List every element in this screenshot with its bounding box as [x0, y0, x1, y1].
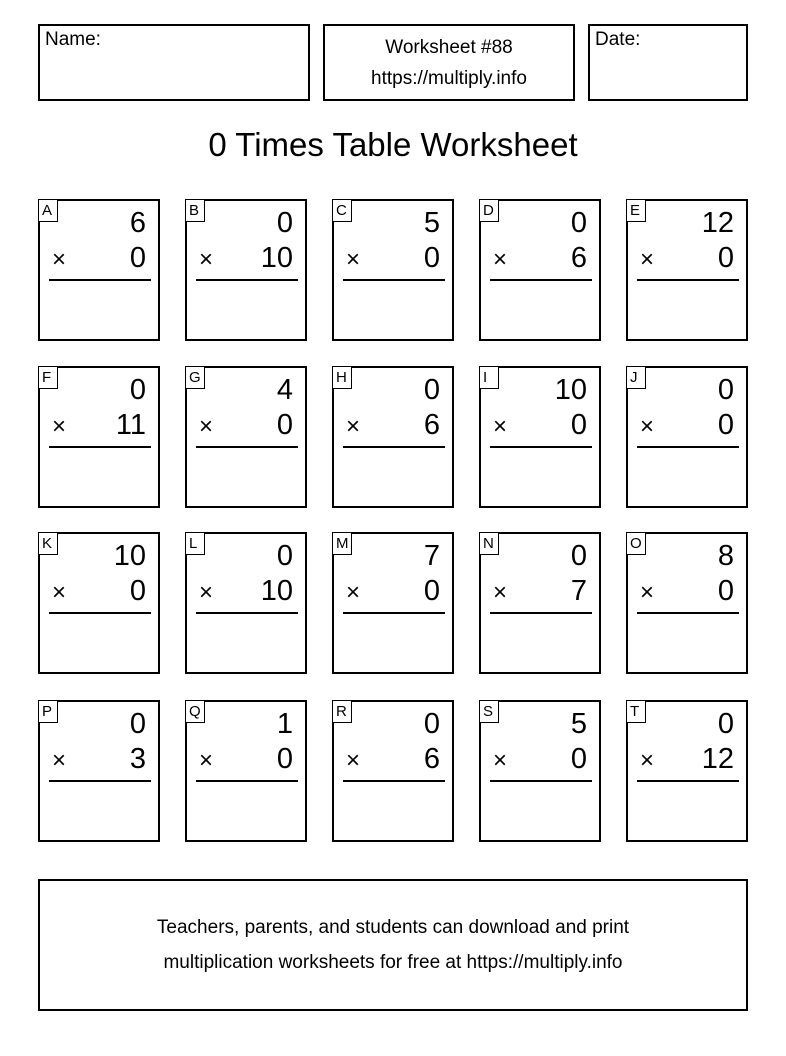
multiplicand: 0 — [423, 374, 440, 406]
problem-card[interactable] — [332, 532, 454, 674]
problem-card[interactable] — [185, 700, 307, 842]
multiplicand: 10 — [554, 374, 587, 406]
times-sign: × — [346, 747, 361, 774]
problem-card[interactable] — [38, 700, 160, 842]
times-sign: × — [199, 747, 214, 774]
multiplicand: 0 — [423, 708, 440, 740]
multiplier: 10 — [260, 575, 293, 607]
multiplicand: 7 — [423, 540, 440, 572]
problem-card[interactable] — [38, 366, 160, 508]
problem-letter: M — [332, 532, 352, 555]
multiplicand: 8 — [717, 540, 734, 572]
footer-line-1: Teachers, parents, and students can download and print — [156, 917, 630, 938]
multiplier: 0 — [717, 409, 734, 441]
answer-line — [343, 612, 445, 614]
times-sign: × — [493, 246, 508, 273]
answer-line — [637, 279, 739, 281]
problem-letter: Q — [185, 700, 205, 723]
multiplier: 0 — [423, 575, 440, 607]
worksheet-info-box — [323, 24, 575, 101]
times-sign: × — [640, 246, 655, 273]
date-label: Date: — [595, 29, 641, 50]
worksheet-number: Worksheet #88 — [385, 36, 513, 58]
multiplicand: 0 — [129, 708, 146, 740]
problem-card[interactable] — [38, 199, 160, 341]
multiplier: 0 — [276, 743, 293, 775]
footer-line-2: multiplication worksheets for free at https://multiply.info — [163, 952, 623, 973]
footer-box — [38, 879, 748, 1011]
answer-line — [637, 780, 739, 782]
multiplicand: 0 — [717, 374, 734, 406]
multiplier: 12 — [701, 743, 734, 775]
multiplier: 0 — [423, 242, 440, 274]
problem-card[interactable] — [332, 700, 454, 842]
answer-line — [196, 279, 298, 281]
answer-line — [196, 612, 298, 614]
answer-line — [49, 446, 151, 448]
answer-line — [490, 612, 592, 614]
answer-line — [343, 780, 445, 782]
problem-card[interactable] — [185, 199, 307, 341]
problem-letter: K — [38, 532, 58, 555]
multiplicand: 5 — [423, 207, 440, 239]
problem-card[interactable] — [626, 199, 748, 341]
multiplicand: 12 — [701, 207, 734, 239]
answer-line — [196, 780, 298, 782]
name-box[interactable] — [38, 24, 310, 101]
multiplier: 0 — [276, 409, 293, 441]
problem-card[interactable] — [626, 366, 748, 508]
multiplier: 11 — [115, 409, 146, 441]
multiplicand: 0 — [276, 540, 293, 572]
problem-letter: I — [479, 366, 499, 389]
times-sign: × — [493, 579, 508, 606]
answer-line — [49, 279, 151, 281]
problem-card[interactable] — [479, 532, 601, 674]
problem-letter: O — [626, 532, 646, 555]
multiplicand: 4 — [276, 374, 293, 406]
multiplier: 0 — [129, 575, 146, 607]
times-sign: × — [199, 413, 214, 440]
answer-line — [490, 780, 592, 782]
problem-card[interactable] — [626, 700, 748, 842]
answer-line — [49, 780, 151, 782]
answer-line — [490, 279, 592, 281]
problem-letter: F — [38, 366, 58, 389]
times-sign: × — [199, 579, 214, 606]
times-sign: × — [52, 747, 67, 774]
times-sign: × — [346, 413, 361, 440]
times-sign: × — [346, 246, 361, 273]
problem-letter: L — [185, 532, 205, 555]
date-box[interactable] — [588, 24, 748, 101]
problem-letter: E — [626, 199, 646, 222]
multiplier: 3 — [129, 743, 146, 775]
problem-letter: R — [332, 700, 352, 723]
page-title: 0 Times Table Worksheet — [208, 126, 578, 163]
problem-letter: B — [185, 199, 205, 222]
answer-line — [196, 446, 298, 448]
multiplicand: 10 — [113, 540, 146, 572]
times-sign: × — [199, 246, 214, 273]
problem-card[interactable] — [185, 532, 307, 674]
answer-line — [49, 612, 151, 614]
multiplier: 10 — [260, 242, 293, 274]
times-sign: × — [52, 246, 67, 273]
answer-line — [490, 446, 592, 448]
multiplier: 0 — [717, 575, 734, 607]
problem-letter: T — [626, 700, 646, 723]
multiplicand: 0 — [129, 374, 146, 406]
times-sign: × — [52, 413, 67, 440]
problem-letter: D — [479, 199, 499, 222]
times-sign: × — [493, 747, 508, 774]
times-sign: × — [640, 413, 655, 440]
problem-letter: G — [185, 366, 205, 389]
problem-letter: J — [626, 366, 646, 389]
problem-card[interactable] — [626, 532, 748, 674]
problem-letter: H — [332, 366, 352, 389]
times-sign: × — [640, 747, 655, 774]
multiplier: 0 — [570, 409, 587, 441]
problem-letter: C — [332, 199, 352, 222]
problem-card[interactable] — [479, 366, 601, 508]
problem-letter: N — [479, 532, 499, 555]
problem-card[interactable] — [185, 366, 307, 508]
multiplier: 6 — [570, 242, 587, 274]
problem-letter: P — [38, 700, 58, 723]
multiplier: 7 — [570, 575, 587, 607]
multiplier: 0 — [717, 242, 734, 274]
answer-line — [343, 279, 445, 281]
multiplicand: 1 — [276, 708, 293, 740]
problem-letter: A — [38, 199, 58, 222]
worksheet-url: https://multiply.info — [371, 67, 527, 89]
multiplier: 6 — [423, 743, 440, 775]
problem-card[interactable] — [332, 199, 454, 341]
times-sign: × — [346, 579, 361, 606]
answer-line — [343, 446, 445, 448]
multiplicand: 0 — [717, 708, 734, 740]
answer-line — [637, 612, 739, 614]
answer-line — [637, 446, 739, 448]
multiplicand: 0 — [570, 207, 587, 239]
multiplier: 0 — [129, 242, 146, 274]
times-sign: × — [52, 579, 67, 606]
multiplicand: 5 — [570, 708, 587, 740]
multiplier: 6 — [423, 409, 440, 441]
name-label: Name: — [45, 29, 101, 50]
multiplier: 0 — [570, 743, 587, 775]
problem-card[interactable] — [38, 532, 160, 674]
multiplicand: 0 — [570, 540, 587, 572]
multiplicand: 0 — [276, 207, 293, 239]
problem-card[interactable] — [479, 700, 601, 842]
multiplicand: 6 — [129, 207, 146, 239]
times-sign: × — [493, 413, 508, 440]
times-sign: × — [640, 579, 655, 606]
problem-card[interactable] — [479, 199, 601, 341]
problem-card[interactable] — [332, 366, 454, 508]
problem-letter: S — [479, 700, 499, 723]
